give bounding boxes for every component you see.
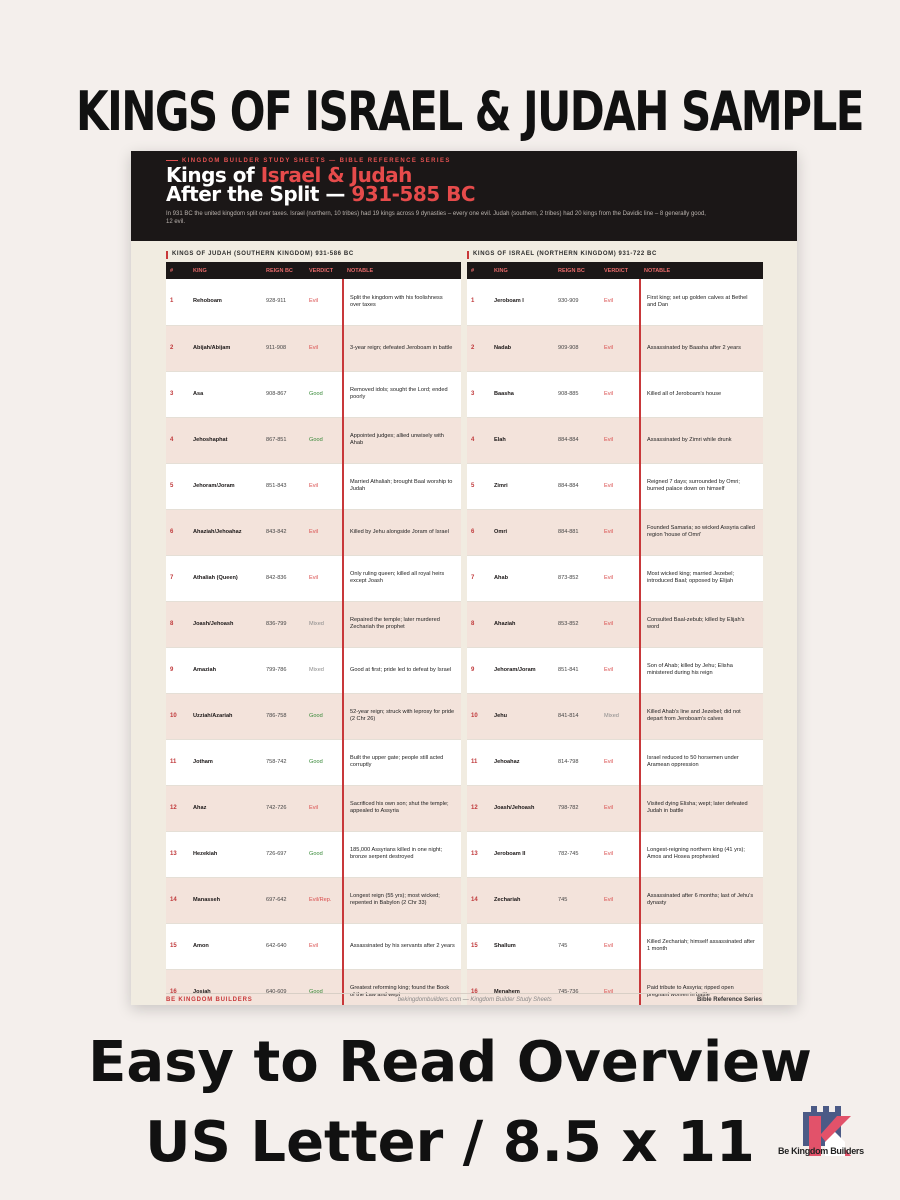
verdict: Good (305, 371, 343, 417)
notable: Built the upper gate; people still acted corruptly (343, 739, 461, 785)
notable: Repaired the temple; later murdered Zechariah the prophet (343, 601, 461, 647)
notable: Visited dying Elisha; wept; later defeated Judah in battle (640, 785, 763, 831)
table-row (467, 509, 763, 555)
king-name: Jehoshaphat (189, 417, 262, 463)
king-name: Menahem (490, 969, 554, 1005)
king-name: Elah (490, 417, 554, 463)
row-number: 12 (467, 785, 490, 831)
king-name: Shallum (490, 923, 554, 969)
table-row (166, 831, 461, 877)
reign-years: 928-911 (262, 279, 305, 325)
reign-years: 745-736 (554, 969, 600, 1005)
verdict: Good (305, 693, 343, 739)
row-number: 10 (166, 693, 189, 739)
king-name: Omri (490, 509, 554, 555)
title-line1-plain: Kings of (166, 163, 261, 187)
col-num: # (467, 262, 490, 279)
row-number: 4 (467, 417, 490, 463)
table-row (467, 923, 763, 969)
king-name: Jeroboam I (490, 279, 554, 325)
table-row (467, 877, 763, 923)
sheet-header (131, 151, 797, 241)
reign-years: 853-852 (554, 601, 600, 647)
notable: Reigned 7 days; surrounded by Omri; burned palace down on himself (640, 463, 763, 509)
king-name: Ahaziah/Jehoahaz (189, 509, 262, 555)
king-name: Baasha (490, 371, 554, 417)
reign-years: 745 (554, 877, 600, 923)
row-number: 6 (166, 509, 189, 555)
king-name: Rehoboam (189, 279, 262, 325)
judah-section (166, 251, 461, 1005)
verdict: Evil (600, 601, 640, 647)
row-number: 9 (166, 647, 189, 693)
col-num: # (166, 262, 189, 279)
table-row (166, 509, 461, 555)
table-row (166, 601, 461, 647)
col-king: KING (490, 262, 554, 279)
table-row (467, 739, 763, 785)
footer-brand: BE KINGDOM BUILDERS (166, 997, 253, 1003)
israel-table (467, 262, 763, 1005)
king-name: Ahab (490, 555, 554, 601)
caption-line2: US Letter / 8.5 x 11 (145, 1110, 755, 1175)
verdict: Evil (600, 463, 640, 509)
king-name: Manasseh (189, 877, 262, 923)
study-sheet (131, 151, 797, 1005)
col-reign: REIGN BC (554, 262, 600, 279)
row-number: 16 (166, 969, 189, 1005)
row-number: 10 (467, 693, 490, 739)
king-name: Zechariah (490, 877, 554, 923)
reign-years: 782-745 (554, 831, 600, 877)
notable: 3-year reign; defeated Jeroboam in battle (343, 325, 461, 371)
verdict: Good (305, 739, 343, 785)
notable: Most wicked king; married Jezebel; introduced Baal; opposed by Elijah (640, 555, 763, 601)
reign-years: 799-786 (262, 647, 305, 693)
notable: Sacrificed his own son; shut the temple; appealed to Assyria (343, 785, 461, 831)
row-number: 8 (166, 601, 189, 647)
table-row (467, 417, 763, 463)
notable: Killed all of Jeroboam's house (640, 371, 763, 417)
notable: First king; set up golden calves at Bethel and Dan (640, 279, 763, 325)
table-row (166, 877, 461, 923)
verdict: Evil (600, 555, 640, 601)
sheet-intro: In 931 BC the united kingdom split over taxes. Israel (northern, 10 tribes) had 19 kings across 9 dynasties – every one evil. Judah (southern, 2 tribes) had 20 kings from the Davidic line – 8 generally good, 12 evil. (166, 211, 706, 225)
table-row (467, 647, 763, 693)
verdict: Good (305, 417, 343, 463)
col-verdict: VERDICT (305, 262, 343, 279)
row-number: 1 (467, 279, 490, 325)
table-row (467, 785, 763, 831)
table-row (166, 463, 461, 509)
notable: Killed Zechariah; himself assassinated after 1 month (640, 923, 763, 969)
verdict: Evil (305, 785, 343, 831)
col-verdict: VERDICT (600, 262, 640, 279)
notable: Founded Samaria; so wicked Assyria called region 'house of Omri' (640, 509, 763, 555)
logo-text: Be Kingdom Builders (778, 1146, 864, 1156)
king-name: Josiah (189, 969, 262, 1005)
notable: Only ruling queen; killed all royal heirs except Joash (343, 555, 461, 601)
israel-rows (467, 279, 763, 1005)
reign-years: 726-697 (262, 831, 305, 877)
table-row (166, 417, 461, 463)
row-number: 11 (166, 739, 189, 785)
row-number: 16 (467, 969, 490, 1005)
row-number: 14 (166, 877, 189, 923)
verdict: Evil (600, 785, 640, 831)
verdict: Mixed (305, 647, 343, 693)
row-number: 2 (467, 325, 490, 371)
judah-rows (166, 279, 461, 1005)
notable: Greatest reforming king; found the Book of the Law and wept (343, 969, 461, 1005)
verdict: Evil (600, 923, 640, 969)
table-row (166, 555, 461, 601)
row-number: 7 (166, 555, 189, 601)
verdict: Evil (305, 923, 343, 969)
row-number: 6 (467, 509, 490, 555)
verdict: Evil/Rep. (305, 877, 343, 923)
reign-years: 841-814 (554, 693, 600, 739)
series-label: KINGDOM BUILDER STUDY SHEETS — BIBLE REFERENCE SERIES (166, 158, 762, 164)
table-row (467, 601, 763, 647)
notable: Longest-reigning northern king (41 yrs); Amos and Hosea prophesied (640, 831, 763, 877)
notable: Split the kingdom with his foolishness over taxes (343, 279, 461, 325)
notable: Longest reign (55 yrs); most wicked; repented in Babylon (2 Chr 33) (343, 877, 461, 923)
king-name: Hezekiah (189, 831, 262, 877)
king-name: Athaliah (Queen) (189, 555, 262, 601)
verdict: Mixed (600, 693, 640, 739)
col-king: KING (189, 262, 262, 279)
verdict: Evil (305, 325, 343, 371)
table-row (166, 279, 461, 325)
judah-table (166, 262, 461, 1005)
israel-header-row (467, 262, 763, 279)
reign-years: 798-782 (554, 785, 600, 831)
reign-years: 884-884 (554, 417, 600, 463)
row-number: 14 (467, 877, 490, 923)
verdict: Evil (600, 371, 640, 417)
row-number: 4 (166, 417, 189, 463)
row-number: 3 (166, 371, 189, 417)
caption-line1: Easy to Read Overview (88, 1030, 812, 1095)
king-name: Jehoram/Joram (490, 647, 554, 693)
col-reign: REIGN BC (262, 262, 305, 279)
notable: Assassinated by his servants after 2 years (343, 923, 461, 969)
reign-years: 851-843 (262, 463, 305, 509)
footer-site: bekingdombuilders.com — Kingdom Builder Study Sheets (397, 997, 552, 1003)
king-name: Amaziah (189, 647, 262, 693)
verdict: Good (305, 969, 343, 1005)
notable: 52-year reign; struck with leprosy for pride (2 Chr 26) (343, 693, 461, 739)
king-name: Joash/Jehoash (490, 785, 554, 831)
notable: Assassinated by Baasha after 2 years (640, 325, 763, 371)
verdict: Evil (600, 417, 640, 463)
table-row (467, 279, 763, 325)
king-name: Uzziah/Azariah (189, 693, 262, 739)
table-row (467, 831, 763, 877)
reign-years: 697-642 (262, 877, 305, 923)
notable: Killed Ahab's line and Jezebel; did not depart from Jeroboam's calves (640, 693, 763, 739)
notable: Removed idols; sought the Lord; ended poorly (343, 371, 461, 417)
reign-years: 884-884 (554, 463, 600, 509)
reign-years: 836-799 (262, 601, 305, 647)
notable: Assassinated by Zimri while drunk (640, 417, 763, 463)
king-name: Ahaz (189, 785, 262, 831)
row-number: 5 (467, 463, 490, 509)
row-number: 9 (467, 647, 490, 693)
row-number: 8 (467, 601, 490, 647)
king-name: Jehoram/Joram (189, 463, 262, 509)
notable: Married Athaliah; brought Baal worship to Judah (343, 463, 461, 509)
notable: Killed by Jehu alongside Joram of Israel (343, 509, 461, 555)
verdict: Evil (600, 969, 640, 1005)
verdict: Evil (305, 279, 343, 325)
israel-title: KINGS OF ISRAEL (NORTHERN KINGDOM) 931-722 BC (467, 251, 763, 259)
reign-years: 851-841 (554, 647, 600, 693)
israel-section (467, 251, 763, 1005)
king-name: Jehoahaz (490, 739, 554, 785)
verdict: Evil (600, 877, 640, 923)
verdict: Evil (600, 509, 640, 555)
verdict: Mixed (305, 601, 343, 647)
notable: Good at first; pride led to defeat by Israel (343, 647, 461, 693)
title-line1-red: Israel & Judah (260, 163, 412, 187)
row-number: 3 (467, 371, 490, 417)
sheet-footer (166, 993, 762, 1005)
reign-years: 908-867 (262, 371, 305, 417)
notable: Paid tribute to Assyria; ripped open pregnant women in battle (640, 969, 763, 1005)
sheet-title (166, 163, 762, 206)
verdict: Evil (305, 555, 343, 601)
row-number: 13 (467, 831, 490, 877)
verdict: Evil (305, 509, 343, 555)
row-number: 2 (166, 325, 189, 371)
king-name: Jehu (490, 693, 554, 739)
notable: Israel reduced to 50 horsemen under Aramean oppression (640, 739, 763, 785)
king-name: Amon (189, 923, 262, 969)
king-name: Jeroboam II (490, 831, 554, 877)
reign-years: 930-909 (554, 279, 600, 325)
notable: Consulted Baal-zebub; killed by Elijah's word (640, 601, 763, 647)
row-number: 11 (467, 739, 490, 785)
row-number: 15 (467, 923, 490, 969)
reign-years: 758-742 (262, 739, 305, 785)
verdict: Evil (600, 325, 640, 371)
table-row (467, 463, 763, 509)
row-number: 13 (166, 831, 189, 877)
notable: Assassinated after 6 months; last of Jehu's dynasty (640, 877, 763, 923)
reign-years: 745 (554, 923, 600, 969)
title-line2-plain: After the Split — (166, 182, 352, 206)
col-notable: NOTABLE (640, 262, 763, 279)
table-row (166, 647, 461, 693)
col-notable: NOTABLE (343, 262, 461, 279)
verdict: Good (305, 831, 343, 877)
table-row (166, 371, 461, 417)
table-row (467, 325, 763, 371)
table-row (166, 693, 461, 739)
table-row (467, 555, 763, 601)
footer-series: Bible Reference Series (696, 997, 762, 1003)
table-row (166, 739, 461, 785)
reign-years: 814-798 (554, 739, 600, 785)
title-line2-red: 931-585 BC (351, 182, 476, 206)
hero-title: KINGS OF ISRAEL & JUDAH SAMPLE (76, 80, 863, 143)
notable: Son of Ahab; killed by Jehu; Elisha ministered during his reign (640, 647, 763, 693)
row-number: 15 (166, 923, 189, 969)
king-name: Abijah/Abijam (189, 325, 262, 371)
reign-years: 873-852 (554, 555, 600, 601)
verdict: Evil (600, 831, 640, 877)
verdict: Evil (600, 739, 640, 785)
verdict: Evil (600, 279, 640, 325)
reign-years: 911-908 (262, 325, 305, 371)
row-number: 5 (166, 463, 189, 509)
reign-years: 908-885 (554, 371, 600, 417)
king-name: Jotham (189, 739, 262, 785)
reign-years: 786-758 (262, 693, 305, 739)
row-number: 12 (166, 785, 189, 831)
reign-years: 742-726 (262, 785, 305, 831)
notable: Appointed judges; allied unwisely with Ahab (343, 417, 461, 463)
king-name: Joash/Jehoash (189, 601, 262, 647)
judah-header-row (166, 262, 461, 279)
notable: 185,000 Assyrians killed in one night; bronze serpent destroyed (343, 831, 461, 877)
table-row (467, 693, 763, 739)
judah-title: KINGS OF JUDAH (SOUTHERN KINGDOM) 931-586 BC (166, 251, 461, 259)
row-number: 7 (467, 555, 490, 601)
reign-years: 842-836 (262, 555, 305, 601)
verdict: Evil (305, 463, 343, 509)
row-number: 1 (166, 279, 189, 325)
king-name: Nadab (490, 325, 554, 371)
table-row (166, 785, 461, 831)
reign-years: 884-881 (554, 509, 600, 555)
table-row (166, 325, 461, 371)
reign-years: 640-609 (262, 969, 305, 1005)
king-name: Ahaziah (490, 601, 554, 647)
reign-years: 843-842 (262, 509, 305, 555)
reign-years: 867-851 (262, 417, 305, 463)
reign-years: 642-640 (262, 923, 305, 969)
king-name: Zimri (490, 463, 554, 509)
king-name: Asa (189, 371, 262, 417)
reign-years: 909-908 (554, 325, 600, 371)
verdict: Evil (600, 647, 640, 693)
table-row (166, 923, 461, 969)
table-row (467, 371, 763, 417)
